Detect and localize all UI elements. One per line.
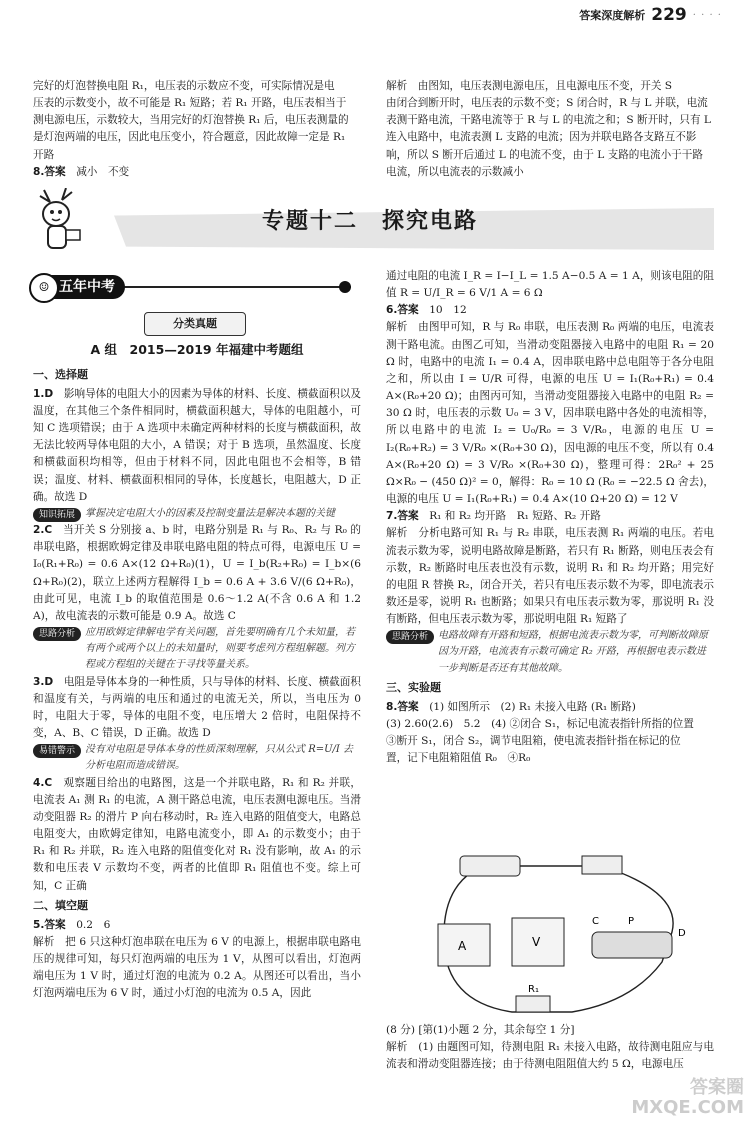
q8r-analysis: 解析 (1) 由题图可知，待测电阻 R₁ 未接入电路，故待测电阻应与电流表和滑动变阻器连接；由于待测电阻阻值大约 5 Ω，电源电压 (386, 1041, 714, 1071)
group-heading: A 组 2015—2019 年福建中考题组 (90, 342, 304, 357)
right-top-line: 响，所以 S 断开后通过 L 的电流不变，由于 L 支路的电流小于干路 (386, 148, 703, 161)
q8r-line: 置，记下电阻箱阻值 R₀ ④R₀ (386, 752, 531, 765)
section-heading: 一、选择题 (33, 368, 88, 381)
terminal-d-label: D (678, 928, 686, 939)
terminal-c-label: C (592, 916, 599, 927)
section-heading: 二、填空题 (33, 898, 88, 912)
left-top-line: 压表的示数变小，故不可能是 R₁ 短路；若 R₁ 开路，电压表相当于 (33, 97, 347, 110)
right-bottom (386, 1022, 714, 1073)
circuit-diagram (432, 852, 702, 1020)
page-header (579, 2, 722, 30)
q8r-line: ③断开 S₁，闭合 S₂，调节电阻箱，使电流表指针指在标记的位 (386, 734, 681, 747)
left-top-block (33, 78, 361, 181)
note-box: 思路分析 电路故障有开路和短路，根据电流表示数为零，可判断故障原因为开路，电流表有示数可确定 R₂ 开路，再根据电表示数进一步判断是否还有其他故障。 (386, 628, 714, 677)
ribbon-label: 五年中考 (33, 275, 125, 299)
q5-analysis: 解析 把 6 只这种灯泡串联在电压为 6 V 的电源上，根据串联电路电压的规律可知，每只灯泡两端的电压为 1 V，从图可以看出，灯泡两端电压为 1 V 时，通过灯泡的电流为 0.2 A。从图还可以看出，当小灯泡两端电压为 6 V 时，通过小灯泡的电流为 0.5 A，因此 (33, 935, 361, 1000)
right-top-block (386, 78, 714, 181)
switch-icon (582, 856, 622, 874)
header-title: 答案深度解析 (579, 8, 646, 22)
right-top-line: 电流，所以电流表的示数减小 (386, 165, 524, 178)
voltmeter-label: V (532, 935, 541, 949)
q8r-line: (3) 2.60(2.6) 5.2 (4) ②闭合 S₁，标记电流表指针所指的位置 (386, 717, 694, 730)
note-box: 易错警示 没有对电阻是导体本身的性质深刻理解，只从公式 R=U/I 去分析电阻而造成错误。 (33, 742, 361, 774)
q6-analysis: 解析 由图甲可知，R 与 R₀ 串联，电压表测 R₀ 两端的电压，电流表测干路电流。由图乙可知，当滑动变阻器接入电路中的电阻 R₁ = 20 Ω 时，电路中的电流 I₁ = 0.4 A，因串联电路中总电阻等于各分电阻之和，所以由 I = U/R 可得，电源的电压 U = I₁(R₀+R₁) = 0.4 A×(R₀+20 Ω)；由图丙可知，当滑动变阻器接入电路中的电阻 R₂ = 30 Ω 时，电压表的示数 U₀ = 3 V，因串联电路中各处的电流相等，所以电路中的电流 I₂ = U₀/R₀ = 3 V/R₀，电源的电压 U = I₂(R₀+R₂) = 3 V/R₀ ×(R₀+30 Ω)，因电源的电压不变，所以有 0.4 A×(R₀+20 Ω) = 3 V/R₀ ×(R₀+30 Ω)，整理可得：2R₀² + 25 Ω×R₀ − (450 Ω)² = 0，解得：R₀ = 10 Ω (R₀ = −22.5 Ω 舍去)，电源的电压 U = I₁(R₀+R₁) = 0.4 A×(10 Ω+20 Ω) = 12 V (386, 321, 714, 506)
q8-answer: 8.答案 减小 不变 (33, 165, 130, 178)
left-top-line: 开路 (33, 148, 55, 161)
topic-banner (32, 192, 722, 252)
header-dots: · · · · (692, 9, 722, 21)
right-top-line: 连入电路中，电流表测 L 支路的电流；因为并联电路各支路互不影 (386, 131, 697, 144)
q7-analysis: 解析 分析电路可知 R₁ 与 R₂ 串联，电压表测 R₁ 两端的电压。若电流表示数为零，说明电路故障是断路，若只有 R₁ 断路，则电压表会有示数，R₂ 断路时电压表也没有示数，说明 R₁ 和 R₂ 均开路；用完好的电阻 R 替换 R₂，闭合开关，若只有电压表示数不为零，即电流表示数还是零，说明 R₁ 也断路；如果只有电压表示数为零，那说明 R₁ 没有断路，但电压表示数为零，那说明电阻 R₁ 短路了 (386, 527, 714, 626)
q7-answer: 7.答案 R₁ 和 R₂ 均开路 R₁ 短路、R₂ 开路 (386, 510, 601, 523)
q8r-answer: 8.答案 (1) 如图所示 (2) R₁ 未接入电路 (R₁ 断路) (386, 700, 636, 713)
right-top-line: 解析 由图知，电压表测电源电压，且电源电压不变，开关 S (386, 80, 673, 92)
answer-item: 2.C 当开关 S 分别接 a、b 时，电路分别是 R₁ 与 R₀、R₂ 与 R₀ 的串联电路，根据欧姆定律及串联电路电阻的特点可得，电源电压 U = I₀(R₁+R₀) = 0.6 A×(12 Ω+R₀)(1)，U = I_b(R₂+R₀) = I_b×(6 Ω+R₀)(2)，联立上述两方程解得 I_b = 0.6 A + 3.6 V/(6 Ω+R₀)，由此可见，电流 I_b 的取值范围是 0.6～1.2 A(不含 0.6 A 和 1.2 A)，故电流表的示数可能是 0.9 A。故选 C (33, 524, 362, 622)
ribbon-end-dot (339, 281, 351, 293)
score-line: (8 分) [第(1)小题 2 分，其余每空 1 分] (386, 1024, 575, 1036)
section-ribbon (33, 275, 353, 299)
resistor-icon (516, 996, 550, 1012)
topic-title: 专题十二 探究电路 (262, 209, 479, 234)
answer-item: 4.C 观察题目给出的电路图，这是一个并联电路，R₁ 和 R₂ 并联，电流表 A₁ 测 R₁ 的电流，A 测干路总电流，电压表测电源电压。当滑动变阻器 R₂ 的滑片 P 向右移动时，R₂ 连入电路的阻值变大，电路总电阻变大，由欧姆定律知，电路电流变小，即 A₁ 的示数变小；由于 R₁ 和 R₂ 并联，R₂ 连入电路的阻值变化对 R₁ 没有影响，故 A₁ 的示数和电压表 V 示数均不变，两者的比值即 R₁ 阻值也不变。综上可知，C 正确 (33, 776, 362, 892)
left-top-line: 完好的灯泡替换电阻 R₁，电压表的示数应不变，可实际情况是电 (33, 80, 335, 92)
ribbon-logo-icon: ☺ (29, 273, 59, 303)
rheostat-icon (592, 932, 672, 958)
q6-answer: 6.答案 10 12 (386, 304, 467, 317)
right-top-line: 表测干路电流，干路电流等于 R 与 L 的电流之和；S 断开时，只有 L (386, 114, 711, 127)
answer-item: 3.D 电阻是导体本身的一种性质，只与导体的材料、长度、横截面积和温度有关，与两端的电压和通过的电流无关，所以，当电压为 0 时，电阻大于零，导体的电阻不变，电压增大 2 倍时，电阻保持不变，A、B、C 错误，D 正确。故选 D (33, 675, 362, 740)
left-top-line: 测电源电压，示数较大，当用完好的灯泡替换 R₁ 后，电压表测量的 (33, 114, 349, 127)
page-number: 229 (651, 5, 687, 25)
note-box: 知识拓展 掌握决定电阻大小的因素及控制变量法是解决本题的关键 (33, 506, 361, 522)
category-badge: 分类真题 (144, 312, 246, 336)
note-box: 思路分析 应用欧姆定律解电学有关问题，首先要明确有几个未知量，若有两个或两个以上的未知量时，则要考虑列方程组解题。列方程或方程组的关键在于寻找等量关系。 (33, 625, 361, 674)
right-body (386, 268, 714, 767)
answer-item: 1.D 影响导体的电阻大小的因素为导体的材料、长度、横截面积以及温度，在其他三个条件相同时，横截面积越大，导体的电阻越小，可知 C 选项错误；由于 A 选项中未确定两种材料的长度与横截面积，故无法比较两导体电阻的大小，A 错误；对于 B 选项，虽然温度、长度和横截面积均相等，但由于材料不同，因此电阻也不会相等，B 错误；温度、材料、横截面积相同的导体，长度越长，电阻越大，D 正确。故选 D (33, 387, 362, 503)
section-heading: 三、实验题 (386, 680, 441, 694)
ammeter-label: A (458, 939, 467, 953)
battery-icon (460, 856, 520, 876)
watermark: 答案圈 MXQE.COM (631, 1077, 744, 1118)
left-body (33, 364, 361, 1002)
resistor-rx-label: R₁ (528, 984, 539, 995)
left-top-line: 是灯泡两端的电压，因此电压变小，符合题意，因此故障一定是 R₁ (33, 131, 346, 144)
terminal-p-label: P (628, 916, 635, 927)
right-top-line: 由闭合到断开时，电压表的示数不变；S 闭合时，R 与 L 并联，电流 (386, 97, 708, 110)
continued-text: 通过电阻的电流 I_R = I−I_L = 1.5 A−0.5 A = 1 A，则该电阻的阻值 R = U/I_R = 6 V/1 A = 6 Ω (386, 270, 714, 300)
q5-answer: 5.答案 0.2 6 (33, 918, 111, 931)
deer-mascot-icon (32, 188, 104, 256)
